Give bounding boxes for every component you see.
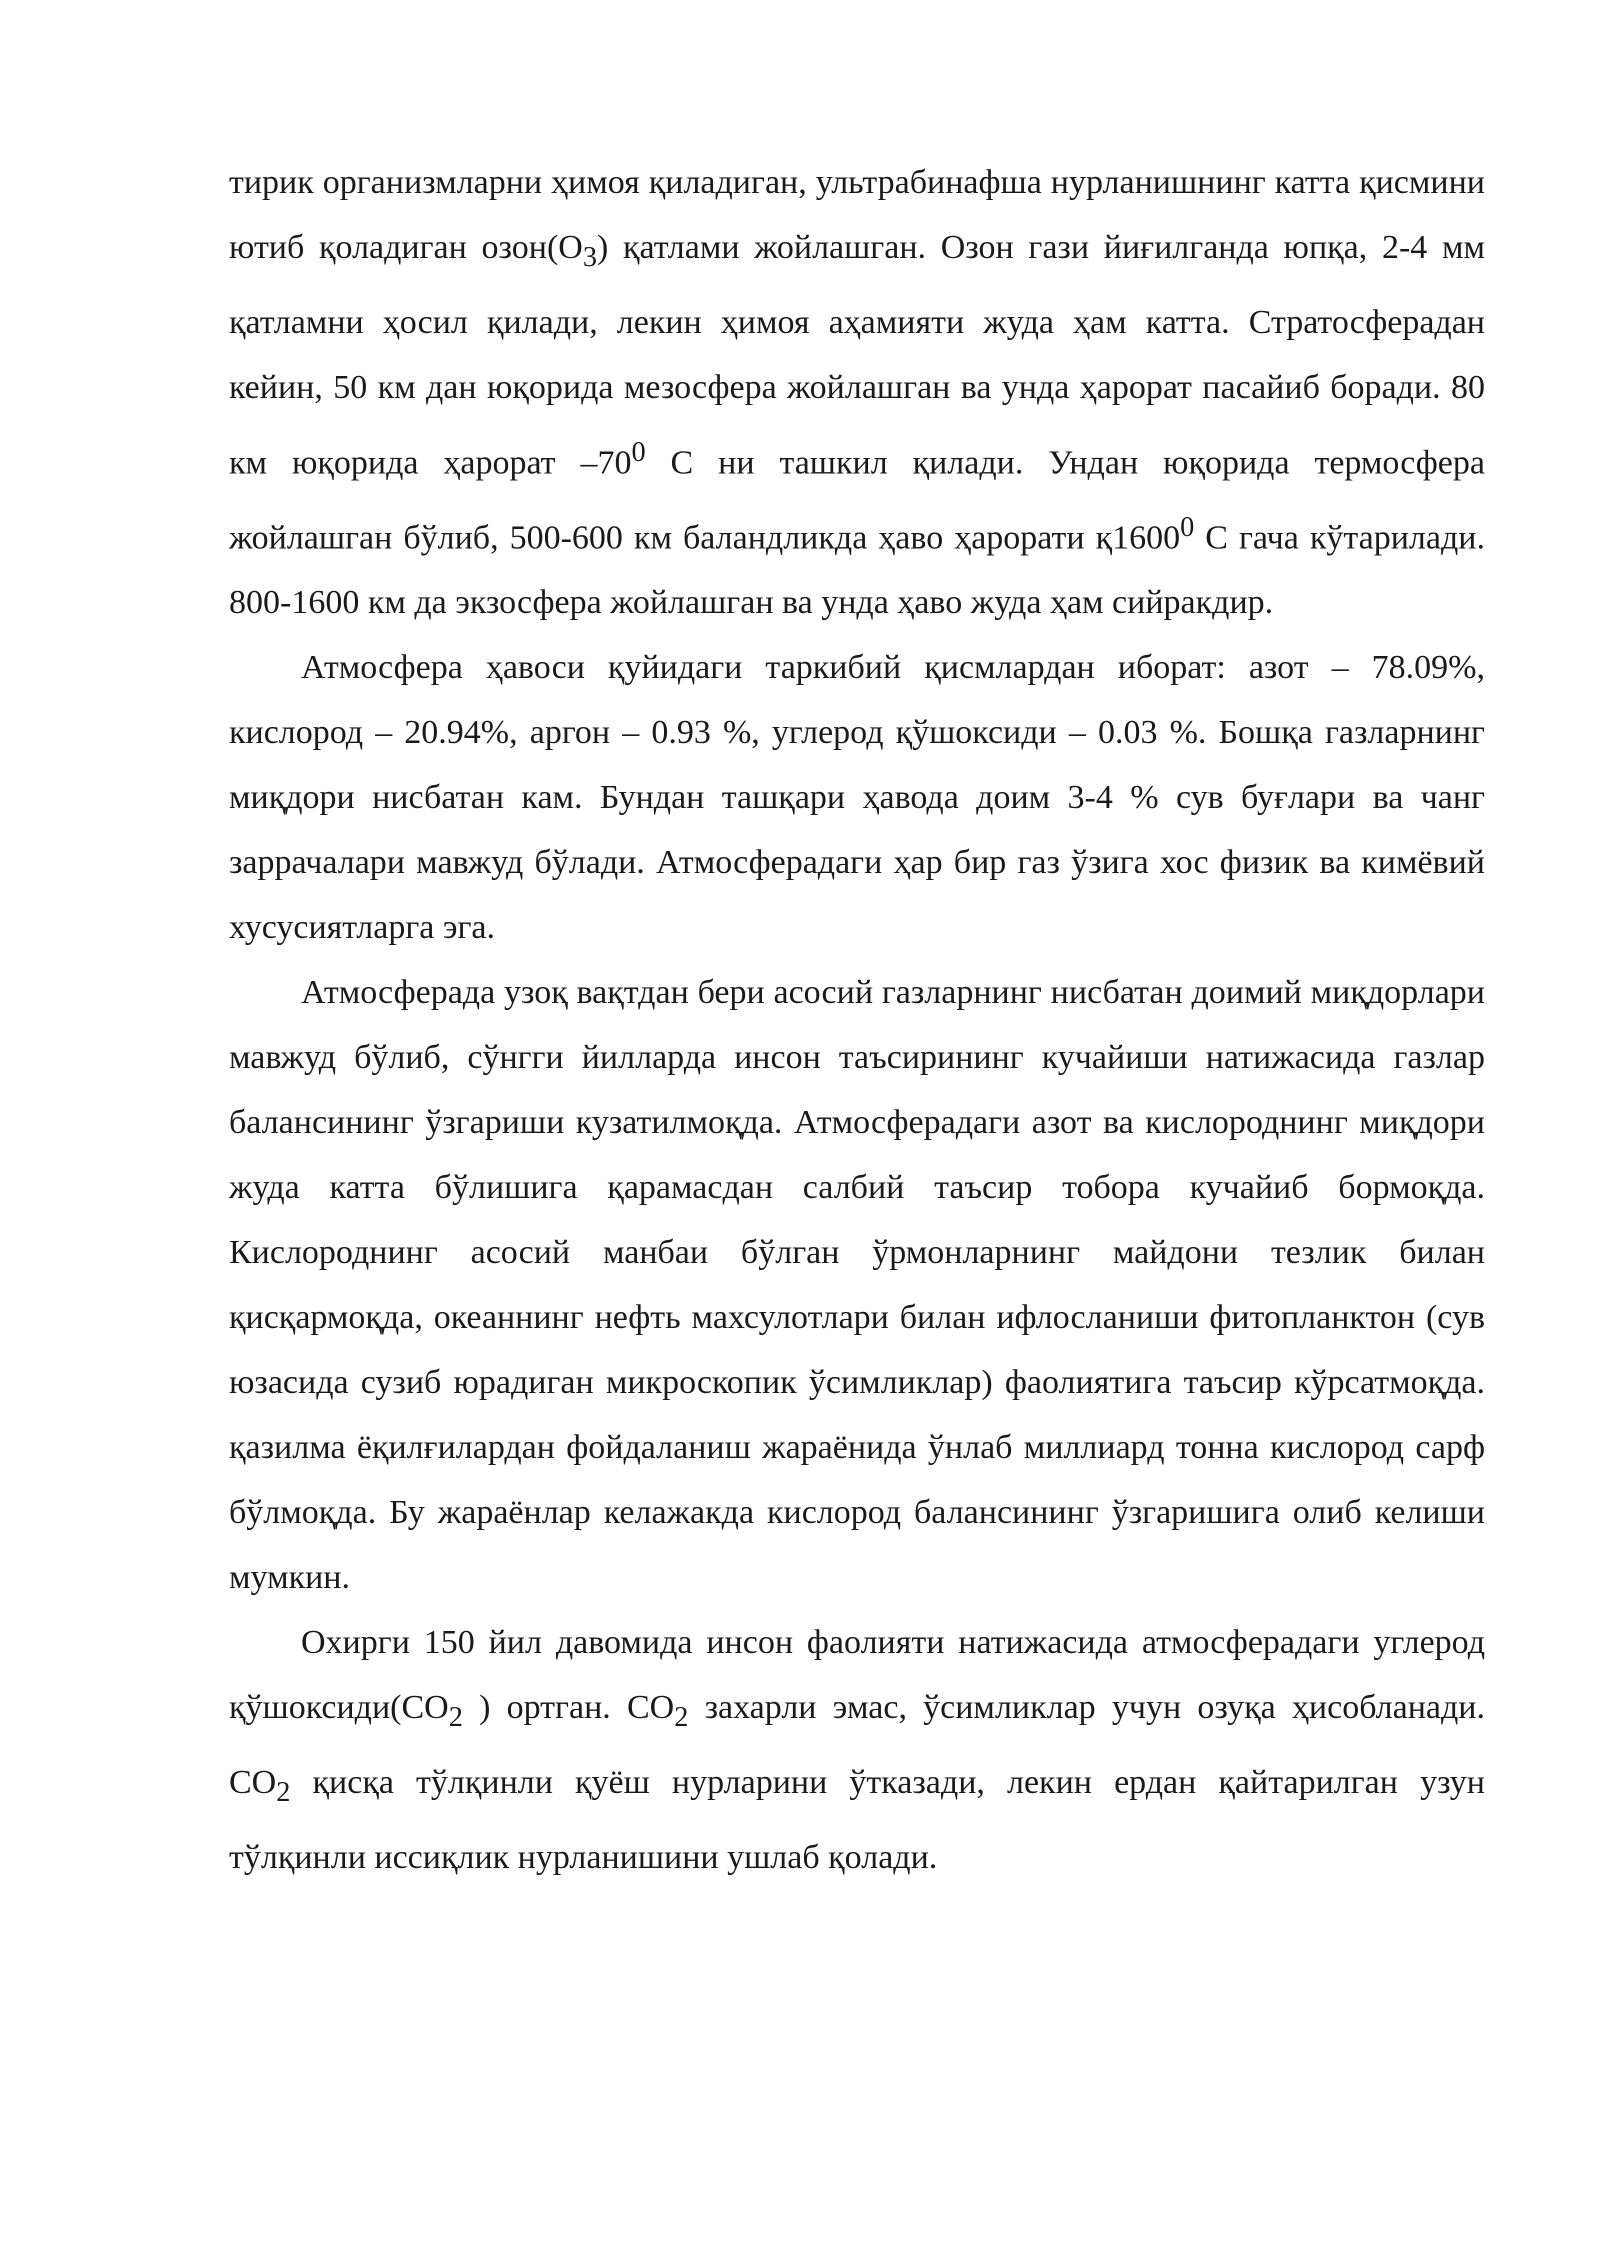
text-run: қисқа тўлқинли қуёш нурларини ўтказади, лекин ердан қайтарилган узун тўлқинли иссиқлик нурланишини ушлаб қолади. bbox=[229, 1764, 1485, 1877]
text-run: С ни ташкил қилади. Ундан юқорида термосфера жойлашган бўлиб, 500-600 км баландликда ҳаво ҳарорати қ1600 bbox=[229, 444, 1485, 557]
text-run: Охирги 150 йил давомида инсон фаолияти натижасида атмосферадаги углерод қўшоксиди(СО bbox=[229, 1624, 1485, 1727]
text-run: захарли эмас, ўсимликлар учун озуқа ҳисобланади. СО bbox=[229, 1689, 1486, 1802]
text-run: Атмосфера ҳавоси қуйидаги таркибий қисмлардан иборат: азот – 78.09%, кислород – 20.94%, аргон – 0.93 %, углерод қўшоксиди – 0.03 %. Бошқа газларнинг миқдори нисбатан кам. Бундан ташқари ҳавода доим 3-4 % сув буғлари ва чанг заррачалари мавжуд бўлади. Атмосферадаги ҳар бир газ ўзига хос физик ва кимёвий хусусиятларга эга. bbox=[229, 649, 1485, 947]
paragraph-4 bbox=[229, 1610, 1485, 1890]
text-run: ) қатлами жойлашган. Озон гази йиғилганда юпқа, 2-4 мм қатламни ҳосил қилади, лекин ҳимоя аҳамияти жуда ҳам катта. Стратосферадан кейин, 50 км дан юқорида мезосфера жойлашган ва унда ҳарорат пасайиб боради. 80 км юқорида ҳарорат –70 bbox=[229, 229, 1485, 482]
superscript-run: 0 bbox=[631, 436, 646, 468]
text-run: С гача кўтарилади. 800-1600 км да экзосфера жойлашган ва унда ҳаво жуда ҳам сийракдир. bbox=[229, 519, 1485, 622]
document-body bbox=[229, 150, 1485, 1890]
subscript-run: 2 bbox=[674, 1702, 689, 1734]
text-run: ) ортган. СО bbox=[462, 1689, 675, 1727]
text-run: тирик организмларни ҳимоя қиладиган, ультрабинафша нурланишнинг катта қисмини ютиб қоладиган озон(O bbox=[229, 164, 1485, 266]
paragraph-2 bbox=[229, 635, 1485, 960]
subscript-run: 2 bbox=[276, 1777, 291, 1809]
superscript-run: 0 bbox=[1180, 512, 1195, 544]
subscript-run: 3 bbox=[582, 241, 598, 273]
text-run: Атмосферада узоқ вақтдан бери асосий газларнинг нисбатан доимий миқдорлари мавжуд бўлиб, сўнгги йилларда инсон таъсирининг кучайиши натижасида газлар балансининг ўзгариши кузатилмоқда. Атмосферадаги азот ва кислороднинг миқдори жуда катта бўлишига қарамасдан салбий таъсир тобора кучайиб бормоқда. Кислороднинг асосий манбаи бўлган ўрмонларнинг майдони тезлик билан қисқармоқда, океаннинг нефть махсулотлари билан ифлосланиши фитопланктон (сув юзасида сузиб юрадиган микроскопик ўсимликлар) фаолиятига таъсир кўрсатмоқда. қазилма ёқилғилардан фойдаланиш жараёнида ўнлаб миллиард тонна кислород сарф бўлмоқда. Бу жараёнлар келажакда кислород балансининг ўзгаришига олиб келиши мумкин. bbox=[229, 974, 1485, 1597]
paragraph-1 bbox=[229, 150, 1485, 635]
paragraph-3 bbox=[229, 960, 1485, 1610]
subscript-run: 2 bbox=[448, 1702, 463, 1734]
